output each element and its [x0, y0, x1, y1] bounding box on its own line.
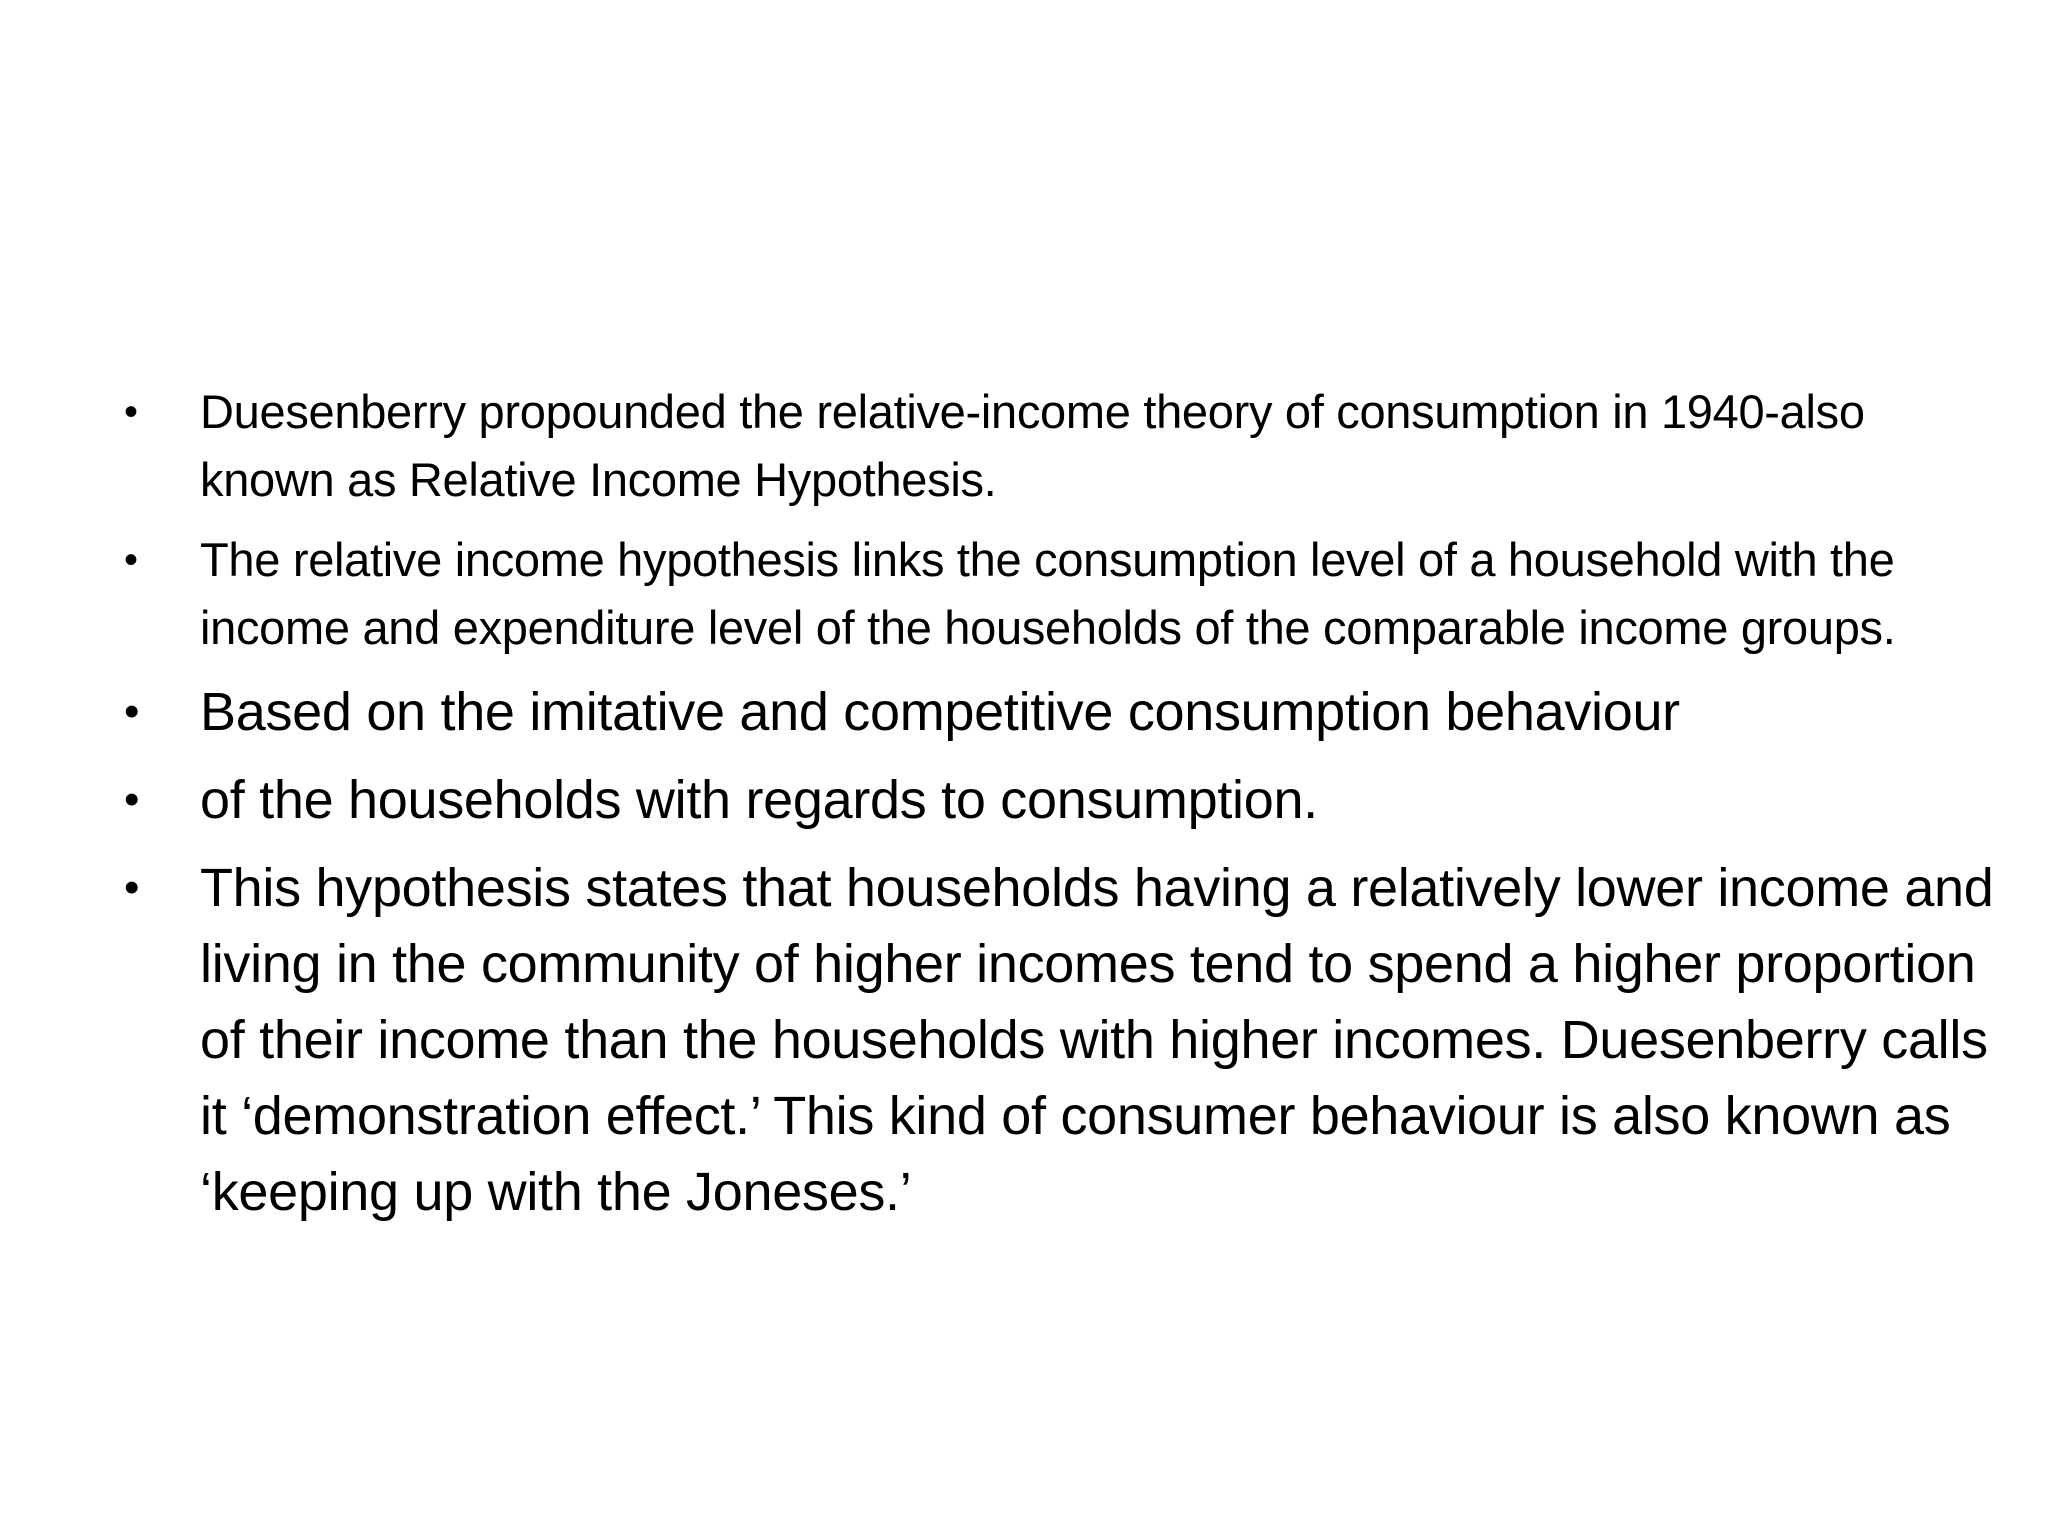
bullet-list	[118, 378, 1998, 1242]
bullet-item	[118, 526, 1998, 662]
bullet-item	[118, 674, 1998, 750]
bullet-icon: •	[124, 538, 138, 582]
bullet-icon: •	[124, 775, 140, 824]
bullet-item	[118, 378, 1998, 514]
bullet-text: Based on the imitative and competitive consumption behaviour	[200, 682, 1680, 742]
bullet-text: of the households with regards to consumption.	[200, 770, 1318, 830]
bullet-item	[118, 762, 1998, 838]
bullet-icon: •	[124, 390, 138, 434]
bullet-text: Duesenberry propounded the relative-income theory of consumption in 1940-also known as Relative Income Hypothesis.	[200, 385, 1865, 506]
bullet-text: This hypothesis states that households having a relatively lower income and living in the community of higher incomes tend to spend a higher proportion of their income than the households with higher incomes. Duesenberry calls it ‘demonstration effect.’ This kind of consumer behaviour is also known as ‘keeping up with the Joneses.’	[200, 858, 1994, 1222]
bullet-item	[118, 850, 1998, 1230]
bullet-icon: •	[124, 863, 140, 912]
bullet-icon: •	[124, 687, 140, 736]
bullet-text: The relative income hypothesis links the consumption level of a household with the income and expenditure level of the households of the comparable income groups.	[200, 533, 1896, 654]
